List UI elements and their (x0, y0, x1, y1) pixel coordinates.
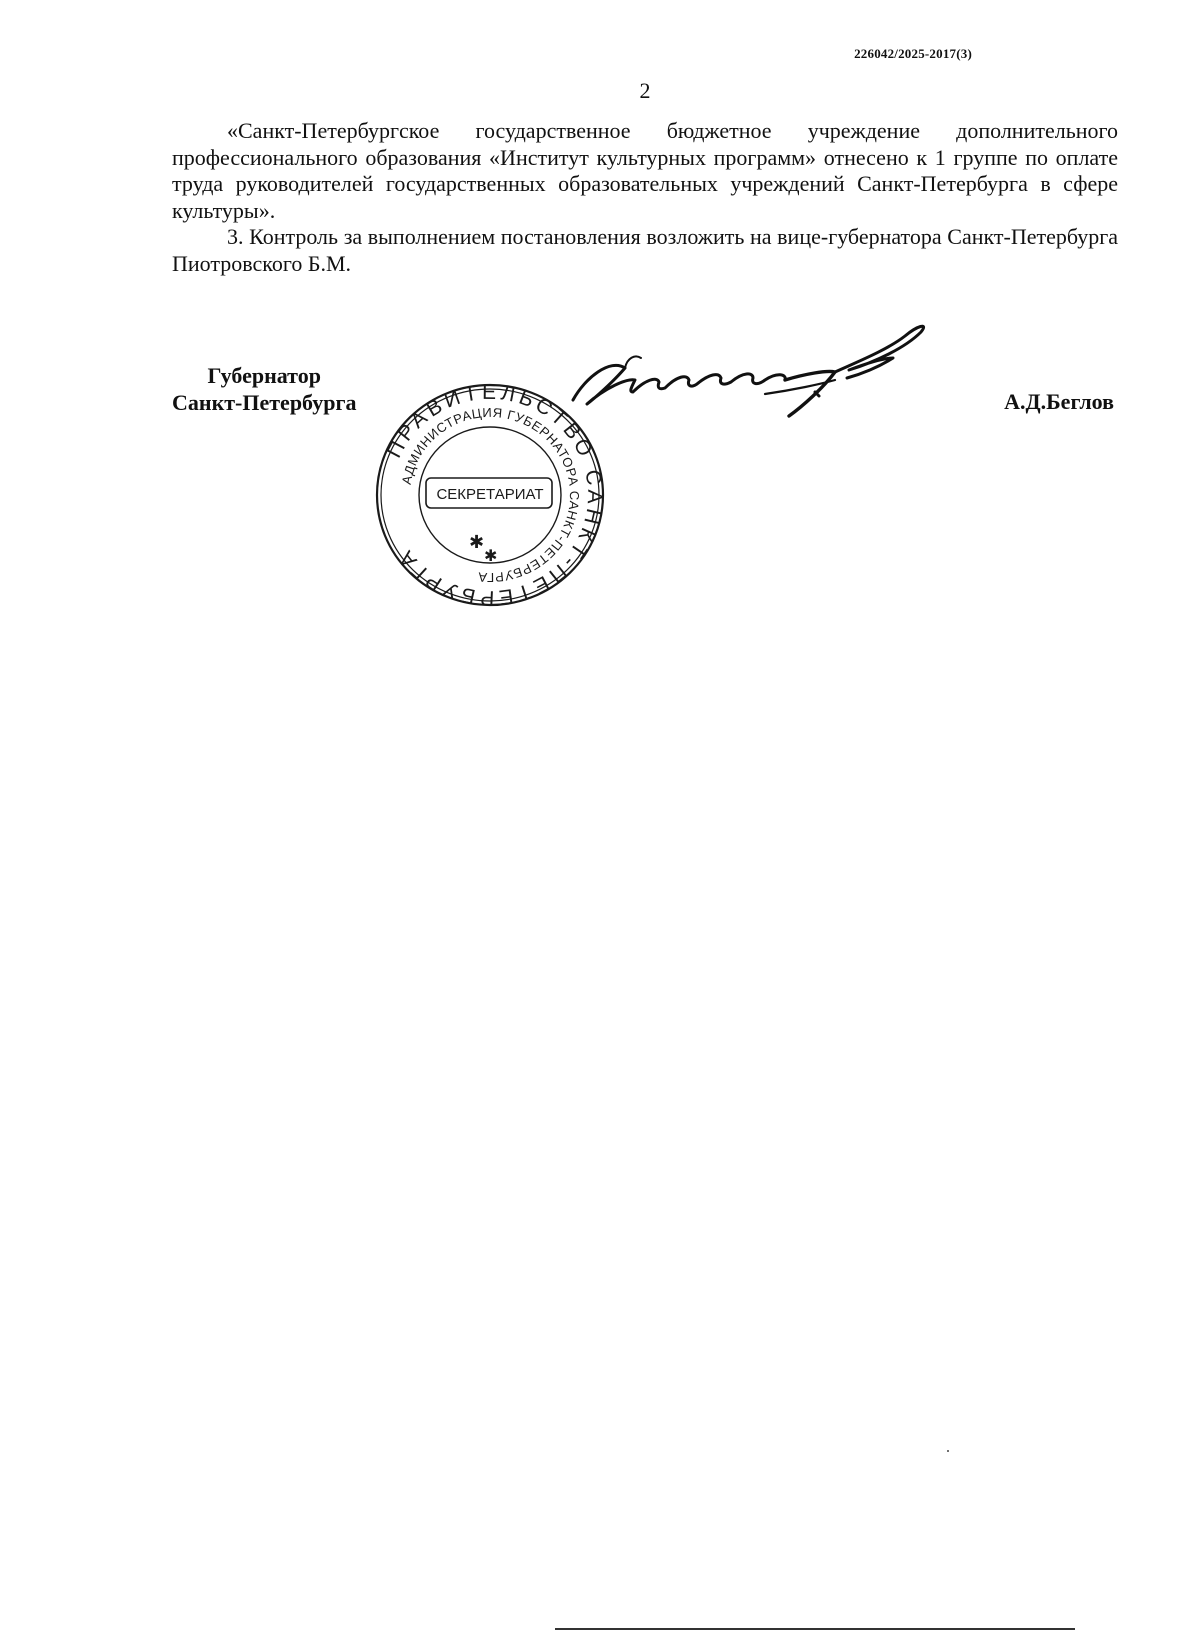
signatory-position-line-1: Губернатор (207, 363, 321, 388)
page-number: 2 (639, 78, 651, 103)
document-id: 226042/2025-2017(3) (854, 46, 972, 61)
stamp-star-icon: ✱ (484, 548, 498, 565)
stamp-outer-text: ПРАВИТЕЛЬСТВО САНКТ-ПЕТЕРБУРГА (382, 380, 607, 610)
body-paragraph-2: 3. Контроль за выполнением постановления возложить на вице-губернатора Санкт-Петербурга Пиотровского Б.М. (172, 224, 1118, 276)
body-paragraph-1: «Санкт-Петербургское государственное бюджетное учреждение дополнительного профессионального образования «Институт культурных программ» отнесено к 1 группе по оплате труда руководителей государственных образовательных учреждений Санкт-Петербурга в сфере культуры». (172, 118, 1118, 223)
handwritten-signature (565, 318, 940, 428)
scan-artifact (947, 1450, 949, 1452)
signature-block (0, 0, 1200, 620)
signatory-position (172, 362, 356, 416)
page-bottom-edge (555, 1628, 1075, 1630)
signatory-name: А.Д.Беглов (1004, 389, 1114, 414)
stamp-star-icon: ✱ (469, 532, 485, 552)
stamp-inner-text: АДМИНИСТРАЦИЯ ГУБЕРНАТОРА САНКТ-ПЕТЕРБУРГА (398, 404, 583, 586)
signatory-position-line-2: Санкт-Петербурга (172, 390, 357, 415)
stamp-center-text: СЕКРЕТАРИАТ (436, 486, 544, 503)
